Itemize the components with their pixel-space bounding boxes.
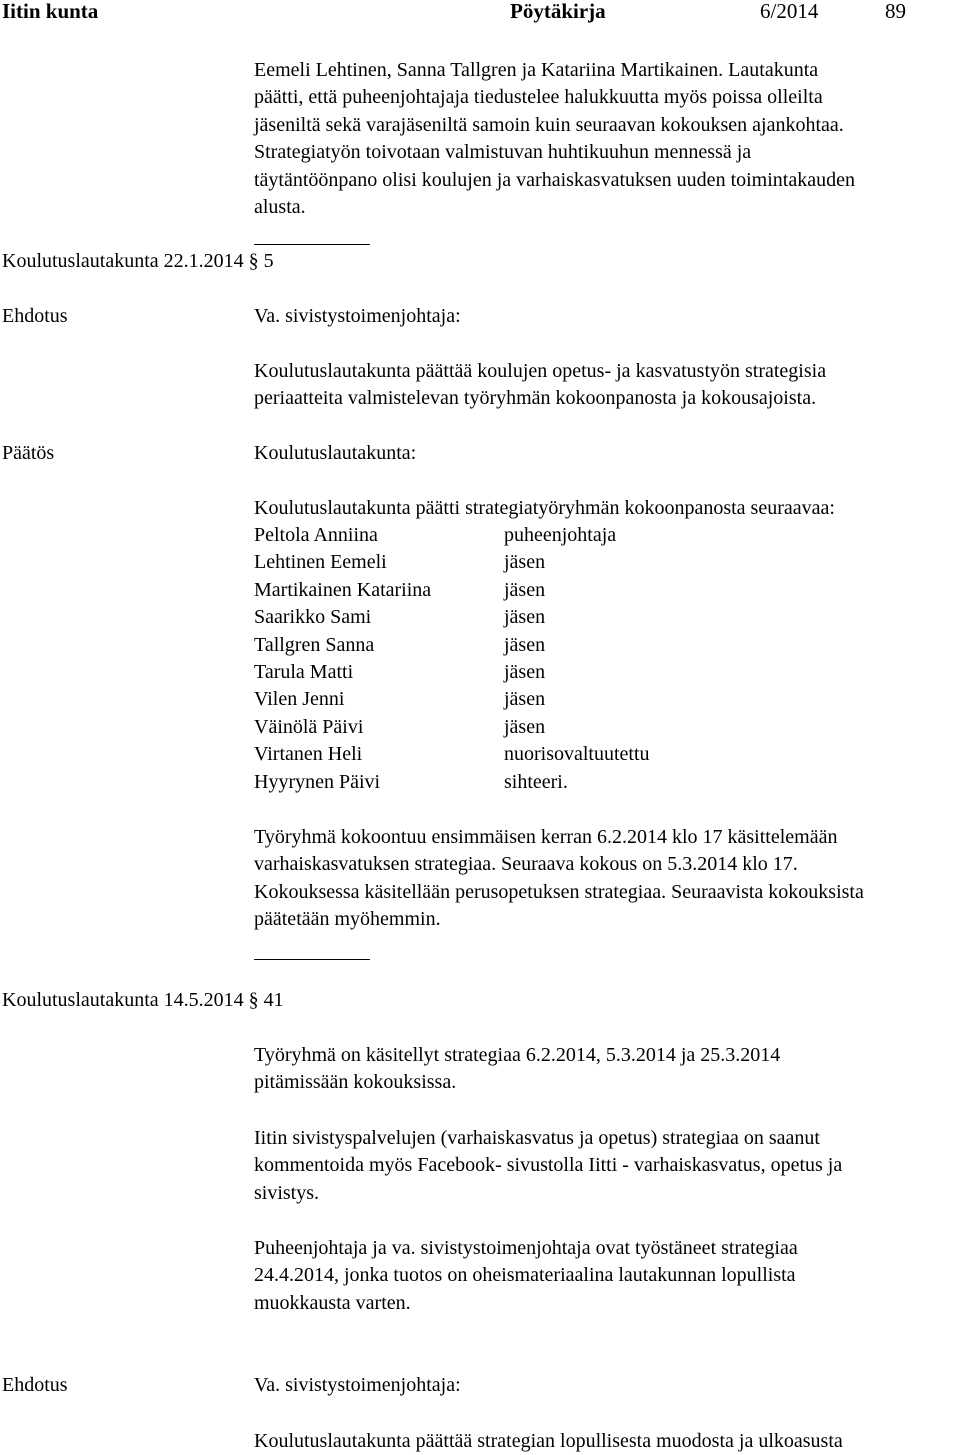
text-line: Kokouksessa käsitellään perusopetuksen strategiaa. Seuraavista kokouksista bbox=[254, 880, 864, 903]
section-divider bbox=[254, 244, 370, 245]
followup-paragraph bbox=[254, 824, 960, 934]
text-line: Eemeli Lehtinen, Sanna Tallgren ja Katariina Martikainen. Lautakunta bbox=[254, 59, 819, 81]
text-line: 24.4.2014, jonka tuotos on oheismateriaalina lautakunnan lopullista bbox=[254, 1264, 796, 1287]
proposal-label: Ehdotus bbox=[2, 305, 68, 327]
member-role: jäsen bbox=[504, 606, 546, 628]
section-number: 5 bbox=[263, 250, 274, 272]
member-row bbox=[254, 604, 754, 631]
member-role: jäsen bbox=[504, 551, 546, 573]
header-document-type: Pöytäkirja bbox=[510, 0, 606, 23]
member-role: nuorisovaltuutettu bbox=[504, 743, 650, 765]
member-name: Tarula Matti bbox=[254, 661, 354, 683]
text-line: Koulutuslautakunta päättää koulujen opetus- ja kasvatustyön strategisia bbox=[254, 360, 827, 382]
text-line: päätetään myöhemmin. bbox=[254, 908, 441, 931]
member-row bbox=[254, 659, 754, 686]
section-number: 41 bbox=[263, 989, 284, 1011]
text-line: Strategiatyön toivotaan valmistuvan huhtikuuhun mennessä ja bbox=[254, 141, 752, 164]
text-line: alusta. bbox=[254, 196, 306, 219]
paragraph bbox=[254, 1125, 960, 1207]
decider: Koulutuslautakunta: bbox=[254, 442, 417, 464]
member-role: jäsen bbox=[504, 634, 546, 656]
member-name: Hyyrynen Päivi bbox=[254, 771, 381, 793]
section-divider bbox=[254, 959, 370, 960]
text-line: varhaiskasvatuksen strategiaa. Seuraava kokous on 5.3.2014 klo 17. bbox=[254, 853, 798, 876]
decision-intro: Koulutuslautakunta päätti strategiatyöryhmän kokoonpanosta seuraavaa: bbox=[254, 497, 835, 519]
proposal-text bbox=[254, 358, 960, 413]
text-line: päätti, että puheenjohtajaja tiedustelee halukkuutta myös poissa olleilta bbox=[254, 86, 823, 109]
proposer: Va. sivistystoimenjohtaja: bbox=[254, 305, 461, 327]
header-issue: 6/2014 bbox=[760, 0, 819, 23]
text-line: pitämissään kokouksissa. bbox=[254, 1071, 457, 1094]
text-line: jäseniltä sekä varajäseniltä samoin kuin seuraavan kokouksen ajankohtaa. bbox=[254, 113, 844, 136]
member-name: Martikainen Katariina bbox=[254, 579, 432, 601]
member-name: Tallgren Sanna bbox=[254, 634, 375, 656]
member-name: Väinölä Päivi bbox=[254, 716, 364, 738]
meeting-reference bbox=[2, 987, 284, 1014]
paragraph bbox=[254, 1235, 960, 1317]
member-row bbox=[254, 632, 754, 659]
member-role: jäsen bbox=[504, 579, 546, 601]
meeting-reference-label: Koulutuslautakunta 22.1.2014 bbox=[2, 250, 244, 272]
text-line: Iitin sivistyspalvelujen (varhaiskasvatus ja opetus) strategiaa on saanut bbox=[254, 1127, 820, 1149]
decision-label: Päätös bbox=[2, 442, 55, 464]
proposal-label: Ehdotus bbox=[2, 1374, 68, 1396]
header-organization: Iitin kunta bbox=[2, 0, 99, 23]
member-role: puheenjohtaja bbox=[504, 524, 617, 546]
member-name: Peltola Anniina bbox=[254, 524, 378, 546]
text-line: periaatteita valmistelevan työryhmän kokoonpanosta ja kokousajoista. bbox=[254, 387, 817, 410]
member-role: jäsen bbox=[504, 716, 546, 738]
paragraph bbox=[254, 1042, 960, 1097]
text-line: sivistys. bbox=[254, 1181, 320, 1204]
member-name: Saarikko Sami bbox=[254, 606, 372, 628]
meeting-reference-label: Koulutuslautakunta 14.5.2014 bbox=[2, 989, 244, 1011]
proposer: Va. sivistystoimenjohtaja: bbox=[254, 1374, 461, 1396]
text-line: muokkausta varten. bbox=[254, 1291, 411, 1314]
section-mark-icon: § bbox=[248, 250, 259, 272]
member-name: Vilen Jenni bbox=[254, 688, 345, 710]
member-name: Lehtinen Eemeli bbox=[254, 551, 387, 573]
member-role: sihteeri. bbox=[504, 771, 568, 793]
member-row bbox=[254, 714, 754, 741]
member-name: Virtanen Heli bbox=[254, 743, 363, 765]
member-row bbox=[254, 577, 754, 604]
meeting-reference bbox=[2, 248, 274, 275]
member-row bbox=[254, 549, 754, 576]
text-line: Koulutuslautakunta päättää strategian lopullisesta muodosta ja ulkoasusta bbox=[254, 1430, 843, 1452]
intro-paragraph bbox=[254, 57, 960, 221]
member-role: jäsen bbox=[504, 688, 546, 710]
text-line: Työryhmä kokoontuu ensimmäisen kerran 6.2.2014 klo 17 käsittelemään bbox=[254, 826, 838, 848]
header-page-number: 89 bbox=[885, 0, 906, 23]
member-row bbox=[254, 769, 754, 796]
member-row bbox=[254, 741, 754, 768]
text-line: täytäntöönpano olisi koulujen ja varhaiskasvatuksen uuden toimintakauden bbox=[254, 168, 855, 191]
member-row bbox=[254, 686, 754, 713]
member-role: jäsen bbox=[504, 661, 546, 683]
text-line: kommentoida myös Facebook- sivustolla Iitti - varhaiskasvatus, opetus ja bbox=[254, 1154, 843, 1177]
member-row bbox=[254, 522, 754, 549]
text-line: Työryhmä on käsitellyt strategiaa 6.2.2014, 5.3.2014 ja 25.3.2014 bbox=[254, 1044, 781, 1066]
section-mark-icon: § bbox=[248, 989, 259, 1011]
text-line: Puheenjohtaja ja va. sivistystoimenjohtaja ovat työstäneet strategiaa bbox=[254, 1237, 798, 1259]
proposal-text bbox=[254, 1428, 960, 1455]
